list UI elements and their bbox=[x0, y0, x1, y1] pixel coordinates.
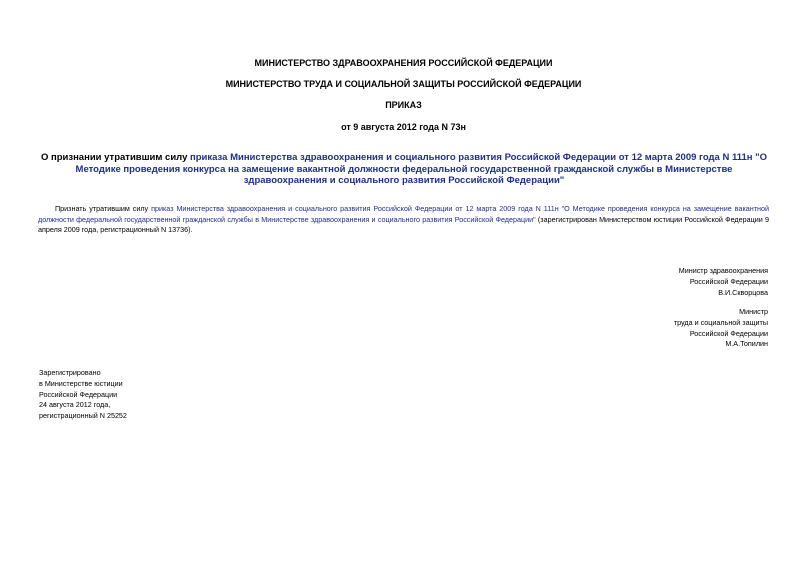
signature-health-line: Российской Федерации bbox=[689, 276, 768, 286]
signature-labor-line: Российской Федерации bbox=[689, 328, 768, 338]
doc-type-heading: ПРИКАЗ bbox=[385, 100, 422, 110]
signature-health-line: В.И.Скворцова bbox=[718, 287, 768, 297]
signature-labor-line: Министр bbox=[739, 307, 768, 316]
title-prefix: О признании утратившим силу bbox=[40, 152, 191, 163]
body-paragraph bbox=[38, 204, 769, 236]
title-order-link[interactable]: приказа Министерства здравоохранения и социального развития Российской Федерации от 12 марта 2009 года N 111н "О Методике проведения конкурса на замещение вакантной должности федеральной государственной гражданской службы в Министерстве здравоохранения и социального развития Российской Федерации" bbox=[75, 152, 768, 186]
ministry-health-heading: МИНИСТЕРСТВО ЗДРАВООХРАНЕНИЯ РОССИЙСКОЙ ФЕДЕРАЦИИ bbox=[254, 58, 553, 68]
registration-block bbox=[39, 368, 127, 422]
body-suffix: (зарегистрирован Министерством юстиции Российской Федерации 9 апреля 2009 года, регистрационный N 13736). bbox=[38, 214, 769, 235]
document-title bbox=[34, 152, 774, 187]
registration-line: Российской Федерации bbox=[39, 389, 118, 399]
signature-labor-minister bbox=[674, 307, 768, 350]
body-order-link[interactable]: приказ Министерства здравоохранения и социального развития Российской Федерации от 12 марта 2009 года N 111н "О Методике проведения конкурса на замещение вакантной должности федеральной государственной гражданской службы в Министерстве здравоохранения и социального развития Российской Федерации" bbox=[38, 204, 769, 224]
ministry-labor-heading: МИНИСТЕРСТВО ТРУДА И СОЦИАЛЬНОЙ ЗАЩИТЫ РОССИЙСКОЙ ФЕДЕРАЦИИ bbox=[225, 79, 582, 89]
signature-health-minister bbox=[679, 266, 768, 298]
registration-line: 24 августа 2012 года, bbox=[39, 400, 111, 410]
signature-labor-line: М.А.Топилин bbox=[725, 339, 768, 349]
signature-labor-line: труда и социальной защиты bbox=[673, 317, 768, 327]
registration-line: регистрационный N 25252 bbox=[39, 411, 127, 421]
registration-line: в Министерстве юстиции bbox=[39, 378, 123, 388]
registration-line: Зарегистрировано bbox=[39, 368, 101, 377]
date-number-heading: от 9 августа 2012 года N 73н bbox=[341, 122, 466, 132]
signature-health-line: Министр здравоохранения bbox=[678, 266, 768, 275]
body-prefix: Признать утратившим силу bbox=[55, 204, 152, 213]
